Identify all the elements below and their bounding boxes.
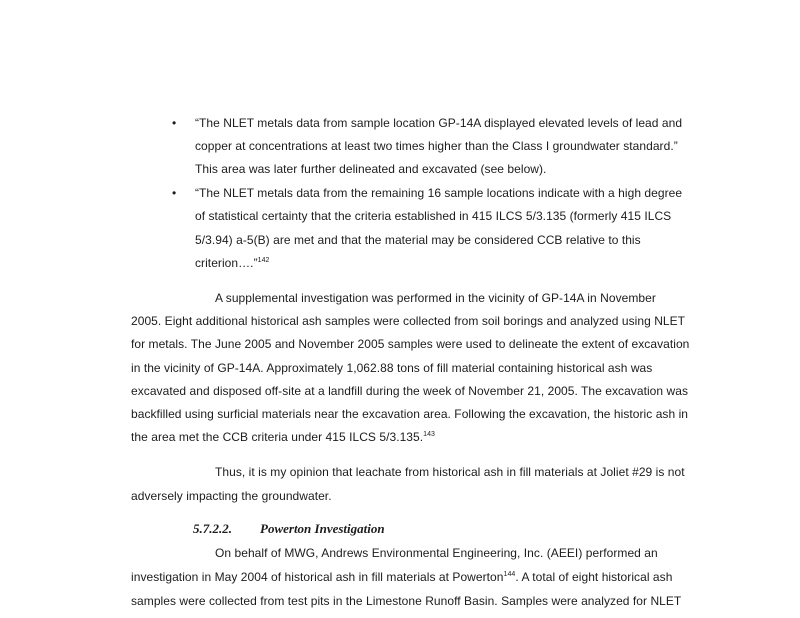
para-3-line-2-tail: . A total of eight historical ash: [515, 570, 673, 584]
bullet-icon: •: [172, 116, 177, 130]
bullet-1-line-2: copper at concentrations at least two times higher than the Class I groundwater standard.”: [195, 139, 678, 153]
bullet-2-line-1: “The NLET metals data from the remaining 16 sample locations indicate with a high degree: [195, 186, 683, 200]
para-1-line-7: [131, 429, 435, 445]
bullet-icon: •: [172, 186, 177, 200]
para-1-line-3: for metals. The June 2005 and November 2005 samples were used to delineate the extent of excavation: [131, 337, 690, 351]
para-2-line-1: Thus, it is my opinion that leachate from historical ash in fill materials at Joliet #29 is not: [215, 465, 685, 479]
bullet-1-line-3: This area was later further delineated and excavated (see below).: [195, 162, 547, 176]
bullet-1-line-1: “The NLET metals data from sample location GP-14A displayed elevated levels of lead and: [195, 116, 683, 130]
para-3-line-2: [131, 569, 672, 585]
footnote-marker: 142: [257, 257, 270, 264]
bullet-2-last-text: criterion….”: [195, 256, 258, 270]
section-heading: [193, 521, 385, 537]
para-1-line-4: in the vicinity of GP-14A. Approximately 1,062.88 tons of fill material containing historical ash was: [131, 361, 653, 375]
para-1-line-5: excavated and disposed off-site at a landfill during the week of November 21, 2005. The excavation was: [131, 384, 688, 398]
bullet-2-line-4: [195, 255, 269, 271]
section-number: 5.7.2.2.: [193, 521, 232, 536]
footnote-marker: 144: [503, 571, 516, 578]
para-1-line-2: 2005. Eight additional historical ash samples were collected from soil borings and analyzed using NLET: [131, 314, 686, 328]
para-2-line-2: adversely impacting the groundwater.: [131, 489, 332, 503]
para-3-line-1: On behalf of MWG, Andrews Environmental Engineering, Inc. (AEEI) performed an: [215, 546, 658, 560]
footnote-marker: 143: [423, 431, 435, 438]
bullet-2-line-2: of statistical certainty that the criteria established in 415 ILCS 5/3.135 (formerly 415 ILCS: [195, 209, 672, 223]
bullet-2-line-3: 5/3.94) a-5(B) are met and that the material may be considered CCB relative to this: [195, 233, 641, 247]
para-3-line-3: samples were collected from test pits in the Limestone Runoff Basin. Samples were analyzed for NLET: [131, 594, 682, 608]
para-1-line-1: A supplemental investigation was performed in the vicinity of GP-14A in November: [215, 291, 656, 305]
para-1-last-text: the area met the CCB criteria under 415 ILCS 5/3.135.: [131, 430, 424, 444]
para-1-line-6: backfilled using surficial materials near the excavation area. Following the excavation, the historic ash in: [131, 407, 689, 421]
para-3-line-2-text: investigation in May 2004 of historical ash in fill materials at Powerton: [131, 570, 504, 584]
section-title: Powerton Investigation: [260, 521, 385, 536]
